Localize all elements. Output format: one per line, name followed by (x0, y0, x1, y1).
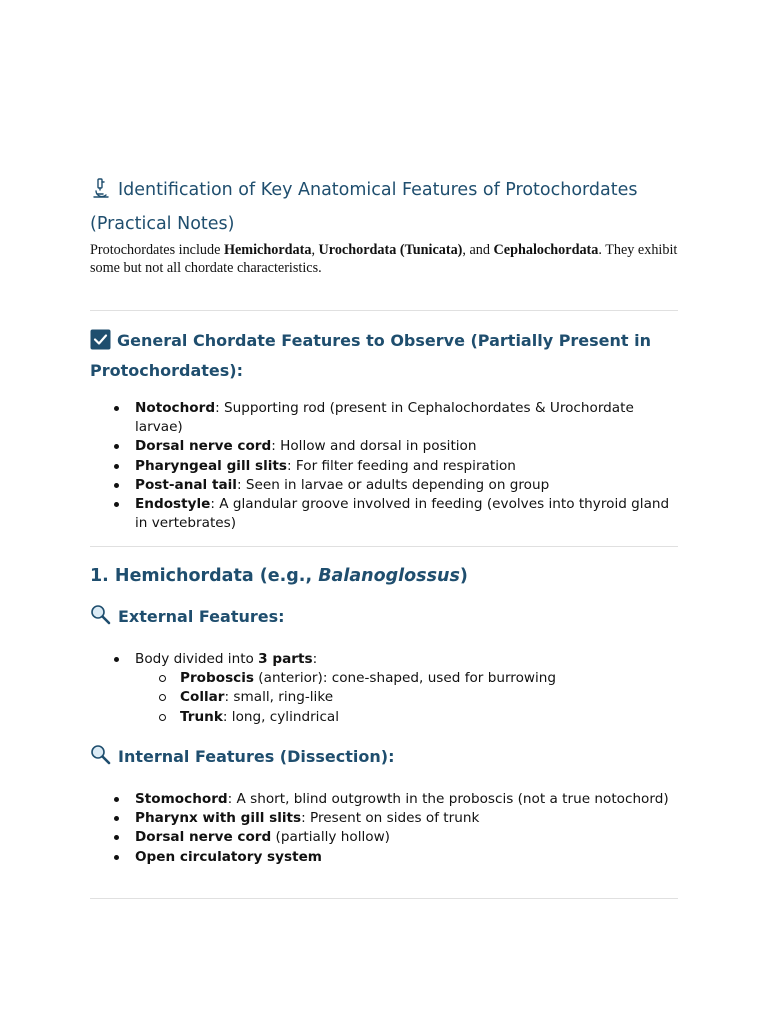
sub-list-item (90, 669, 678, 688)
hemichordata-heading (90, 563, 678, 589)
list-item (90, 828, 678, 847)
intro-paragraph (90, 241, 678, 277)
internal-features-heading (90, 744, 678, 774)
external-features-heading (90, 604, 678, 634)
item-term: Dorsal nerve cord (135, 829, 272, 846)
divider (90, 546, 678, 547)
item-desc: : A glandular groove involved in feeding (evolves into thyroid gland in vertebrates) (135, 496, 670, 532)
intro-term: Cephalochordata (493, 242, 599, 258)
list-item (90, 476, 678, 495)
list-item (90, 650, 678, 669)
item-desc: (anterior): cone-shaped, used for burrowing (253, 670, 557, 687)
list-item (90, 437, 678, 456)
item-desc: : Present on sides of trunk (301, 810, 480, 827)
item-term: Pharyngeal gill slits (135, 457, 288, 474)
heading-italic-text: Balanoglossus (318, 566, 460, 586)
intro-text: Protochordates include (90, 242, 224, 258)
item-desc: Body divided into (135, 651, 259, 667)
item-desc: : Hollow and dorsal in position (271, 438, 477, 455)
item-desc: : (312, 651, 318, 667)
divider (90, 898, 678, 899)
page-title (90, 175, 678, 239)
heading-text: ) (459, 566, 468, 586)
divider (90, 310, 678, 311)
item-term: Notochord (135, 400, 216, 416)
general-features-heading (90, 328, 678, 384)
item-term: Stomochord (135, 791, 228, 807)
list-item (90, 495, 678, 533)
heading-text: 1. Hemichordata (e.g., (90, 566, 319, 586)
item-desc: : For filter feeding and respiration (287, 457, 516, 474)
item-desc: : Seen in larvae or adults depending on group (236, 476, 550, 493)
intro-term: Hemichordata (223, 242, 312, 258)
checkbox-icon (90, 329, 111, 358)
intro-text: , and (462, 242, 494, 258)
list-item (90, 399, 678, 437)
list-item (90, 848, 678, 867)
item-term: Trunk (180, 708, 223, 725)
general-features-list (90, 399, 678, 533)
intro-text: , (311, 242, 319, 258)
microscope-icon (90, 177, 112, 209)
intro-term: Urochordata (Tunicata) (318, 242, 463, 258)
intro-text: . They exhibit some but not all chordate characteristics. (90, 242, 678, 276)
item-term: Pharynx with gill slits (135, 810, 302, 827)
item-term: Proboscis (180, 670, 254, 687)
list-item (90, 809, 678, 828)
sub-list-item (90, 708, 678, 727)
internal-features-heading-text: Internal Features (Dissection): (118, 747, 395, 766)
page-title-text: Identification of Key Anatomical Features of Protochordates (Practical Notes) (90, 179, 638, 234)
external-features-list (90, 650, 678, 727)
general-features-heading-text: General Chordate Features to Observe (Partially Present in Protochordates): (90, 331, 652, 380)
item-desc: : Supporting rod (present in Cephalochordates & Urochordate larvae) (135, 400, 634, 436)
item-term: Post-anal tail (135, 476, 237, 493)
item-term: Endostyle (135, 496, 211, 513)
list-item (90, 457, 678, 476)
external-features-heading-text: External Features: (118, 607, 285, 626)
list-item (90, 790, 678, 809)
internal-features-list (90, 790, 678, 867)
item-desc: (partially hollow) (271, 829, 390, 846)
item-term: Open circulatory system (135, 848, 322, 865)
item-term: 3 parts (258, 651, 313, 667)
sub-list-item (90, 688, 678, 707)
item-term: Collar (180, 689, 225, 706)
magnifier-icon (90, 744, 112, 774)
item-term: Dorsal nerve cord (135, 438, 272, 455)
item-desc: : A short, blind outgrowth in the proboscis (not a true notochord) (227, 791, 669, 807)
item-desc: : long, cylindrical (222, 708, 340, 725)
magnifier-icon (90, 604, 112, 634)
item-desc: : small, ring-like (224, 689, 334, 706)
